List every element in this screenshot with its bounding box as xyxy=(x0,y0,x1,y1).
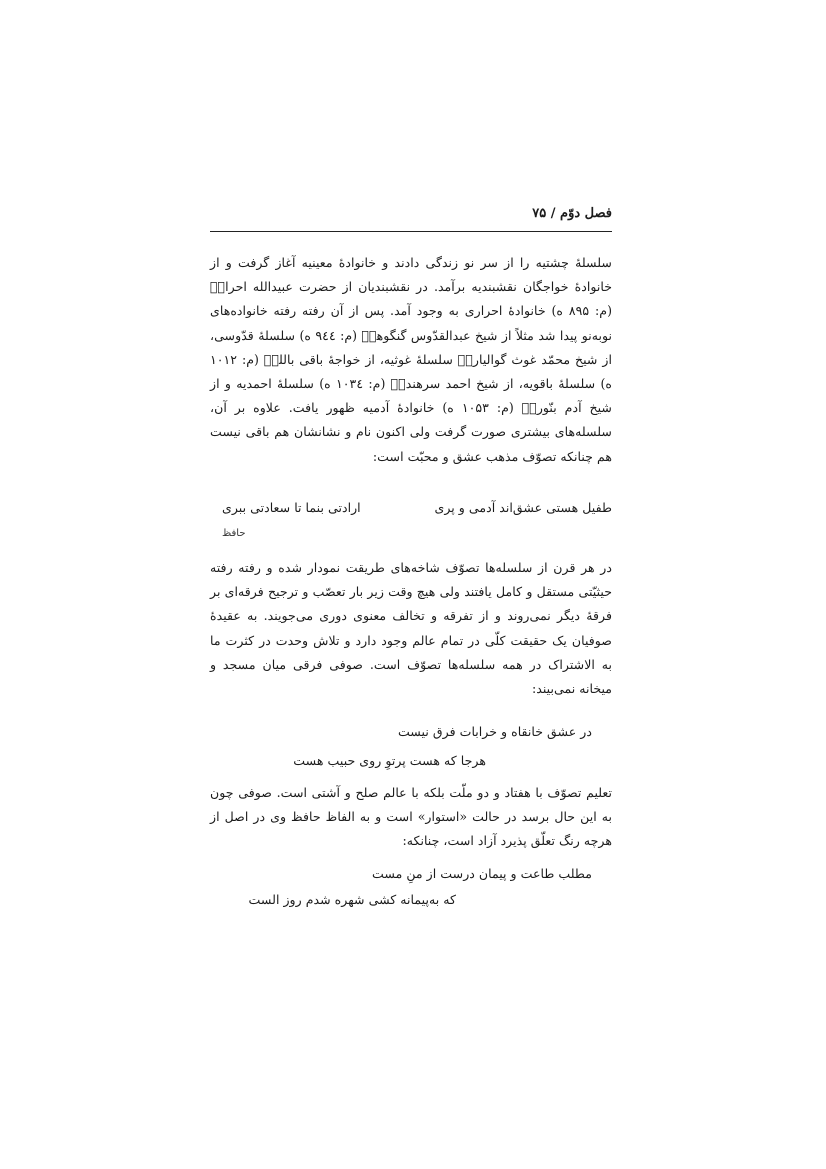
verse-3-line-1: مطلب طاعت و پیمان درست از منِ مست xyxy=(372,866,592,881)
verse-2-line-2: هرجا که هست پرتوِ روی حبیب هست xyxy=(293,753,486,768)
running-header: فصل دوّم / ۷۵ xyxy=(532,206,612,221)
verse-3-line-2: که به‌پیمانه کشی شهره شدم روز الست xyxy=(248,892,456,907)
paragraph-1: سلسلهٔ چشتیه را از سر نو زندگی دادند و خانوادهٔ معینیه آغاز گرفت و از خانوادهٔ خواجگان نقشبندیه برآمد. در نقشبندیان از حضرت عبیدالله احرارؒ (م: ۸۹۵ ه) خانوادهٔ احراری به وجود آمد. پس از آن رفته رفته خانواده‌های نوبه‌نو پیدا شد مثلاً از شیخ عبدالقدّوس گنگوهیؒ (م: ۹٤٤ ه) سلسلهٔ قدّوسی، از شیخ محمّد غوث گوالیاریؒ سلسلهٔ غوثیه، از خواجهٔ باقی باللهؒ (م: ۱۰۱۲ ه) سلسلهٔ باقویه، از شیخ احمد سرهندیؒ (م: ۱۰۳٤ ه) سلسلهٔ احمدیه و از شیخ آدم بنّوریؒ (م: ۱۰۵۳ ه) خانوادهٔ آدمیه ظهور یافت. علاوه بر آن، سلسله‌های بیشتری صورت گرفت ولی اکنون نام و نشانشان هم باقی نیست هم چنانکه تصوّف مذهب عشق و محبّت است: xyxy=(210,255,612,464)
verse-1-left-hemistich: ارادتی بنما تا سعادتی ببری xyxy=(222,500,361,515)
header-rule xyxy=(210,231,612,232)
verse-1-right-hemistich: طفیل هستی عشق‌اند آدمی و پری xyxy=(434,500,612,515)
verse-attribution: حافظ xyxy=(222,528,246,539)
paragraph-3: تعلیم تصوّف با هفتاد و دو ملّت بلکه با عالم صلح و آشتی است. صوفی چون به این حال برسد در حالت «استوار» است و به الفاظ حافظ وی در اصل از هرچه رنگ تعلّق پذیرد آزاد است، چنانکه: xyxy=(210,785,612,849)
paragraph-2: در هر قرن از سلسله‌ها تصوّف شاخه‌های طریقت نمودار شده و رفته رفته حیثیّتی مستقل و کامل یافتند ولی هیچ وقت زیر بار تعصّب و ترجیح فرقه‌ای بر فرقهٔ دیگر نمی‌روند و از تفرقه و تخالف معنوی دوری می‌جویند. به عقیدهٔ صوفیان یک حقیقت کلّی در تمام عالم وجود دارد و تلاش وحدت در کثرت ما به الاشتراک در همه سلسله‌ها تصوّف است. صوفی فرقی میان مسجد و میخانه نمی‌بیند: xyxy=(210,560,612,697)
verse-2-line-1: در عشق خانقاه و خرابات فرق نیست xyxy=(397,724,592,739)
